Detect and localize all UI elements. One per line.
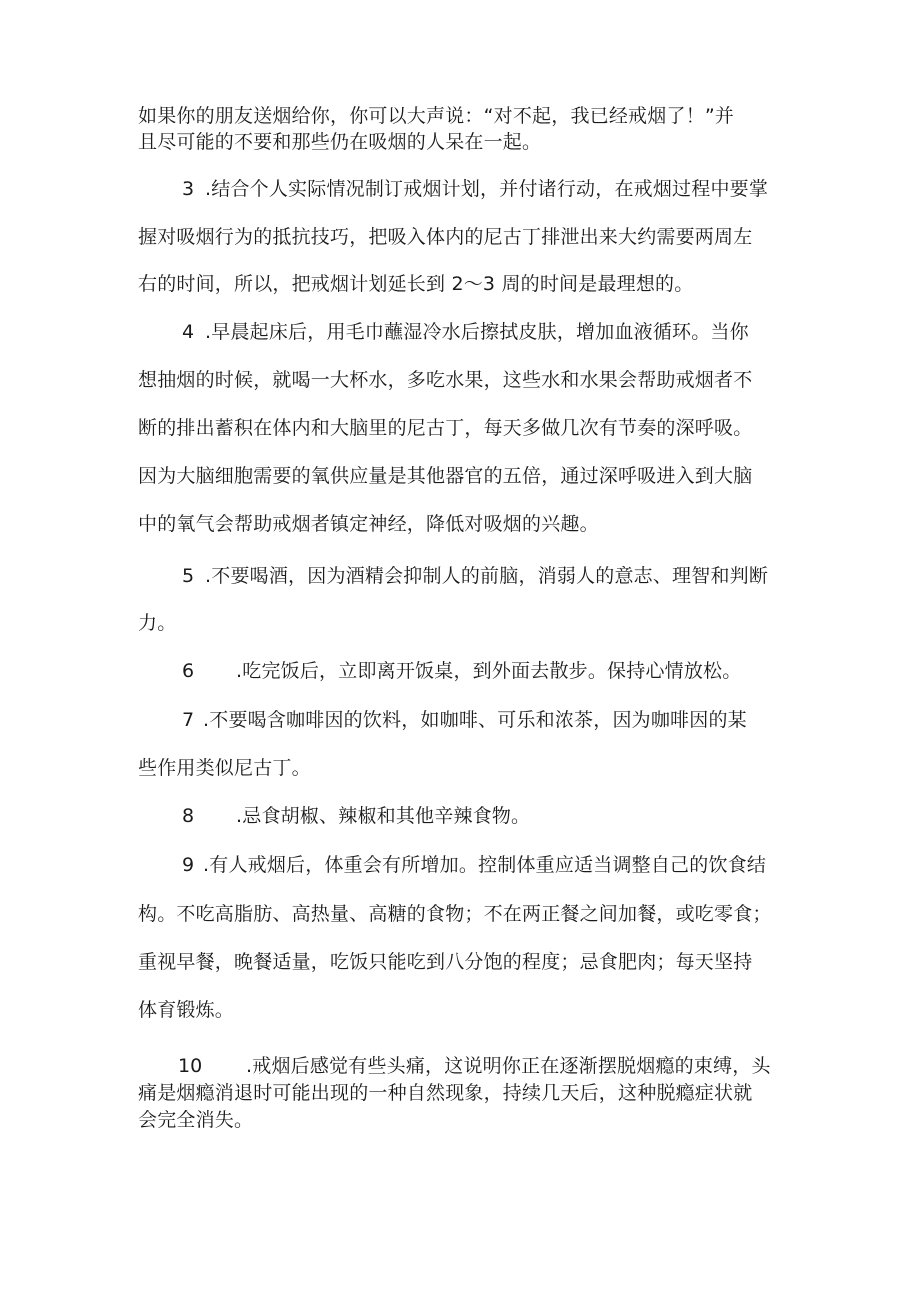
item-6-number: 6 <box>182 660 195 682</box>
item-5-line-1: .不要喝酒，因为酒精会抑制人的前脑，消弱人的意志、理智和判断 <box>205 565 769 587</box>
item-4-number: 4 <box>182 321 195 343</box>
item-9-line-2: 构。不吃高脂肪、高热量、高糖的食物；不在两正餐之间加餐，或吃零食； <box>138 903 772 925</box>
item-4-line-2: 想抽烟的时候，就喝一大杯水，多吃水果，这些水和水果会帮助戒烟者不 <box>138 369 753 391</box>
item-7-line-1: .不要喝含咖啡因的饮料，如咖啡、可乐和浓茶，因为咖啡因的某 <box>203 709 747 731</box>
item-9-line-1: .有人戒烟后，体重会有所增加。控制体重应适当调整自己的饮食结 <box>203 854 767 876</box>
item-4-line-1: .早晨起床后，用毛巾蘸湿冷水后擦拭皮肤，增加血液循环。当你 <box>205 321 749 343</box>
item-8-number: 8 <box>182 805 195 827</box>
item-3-number: 3 <box>182 178 195 200</box>
item-4-line-5: 中的氧气会帮助戒烟者镇定神经，降低对吸烟的兴趣。 <box>138 513 599 535</box>
item-9-line-3: 重视早餐，晚餐适量，吃饭只能吃到八分饱的程度；忌食肥肉；每天坚持 <box>138 951 753 973</box>
intro-line-2: 且尽可能的不要和那些仍在吸烟的人呆在一起。 <box>138 131 542 153</box>
item-3-line-2: 握对吸烟行为的抵抗技巧，把吸入体内的尼古丁排泄出来大约需要两周左 <box>138 226 753 248</box>
item-5-number: 5 <box>182 565 195 587</box>
item-10-line-1: .戒烟后感觉有些头痛，这说明你正在逐渐摆脱烟瘾的束缚，头 <box>246 1055 771 1077</box>
item-5-line-2: 力。 <box>138 612 177 634</box>
item-4-line-3: 断的排出蓄积在体内和大脑里的尼古丁，每天多做几次有节奏的深呼吸。 <box>138 417 753 439</box>
item-6-line-1: .吃完饭后，立即离开饭桌，到外面去散步。保持心情放松。 <box>236 660 742 682</box>
item-7-number: 7 <box>182 709 195 731</box>
item-10-line-3: 会完全消失。 <box>138 1109 254 1131</box>
item-3-line-1: .结合个人实际情况制订戒烟计划，并付诸行动，在戒烟过程中要掌 <box>205 178 769 200</box>
intro-line-1: 如果你的朋友送烟给你，你可以大声说：“对不起，我已经戒烟了！”并 <box>138 105 735 127</box>
item-4-line-4: 因为大脑细胞需要的氧供应量是其他器官的五倍，通过深呼吸进入到大脑 <box>138 465 753 487</box>
item-10-line-2: 痛是烟瘾消退时可能出现的一种自然现象，持续几天后，这种脱瘾症状就 <box>138 1082 753 1104</box>
item-9-line-4: 体育锻炼。 <box>138 999 235 1021</box>
item-3-line-3: 右的时间，所以，把戒烟计划延长到 2～3 周的时间是最理想的。 <box>138 273 694 295</box>
item-9-number: 9 <box>182 854 195 876</box>
item-8-line-1: .忌食胡椒、辣椒和其他辛辣食物。 <box>236 805 531 827</box>
item-10-number: 10 <box>178 1055 203 1077</box>
item-7-line-2: 些作用类似尼古丁。 <box>138 757 311 779</box>
